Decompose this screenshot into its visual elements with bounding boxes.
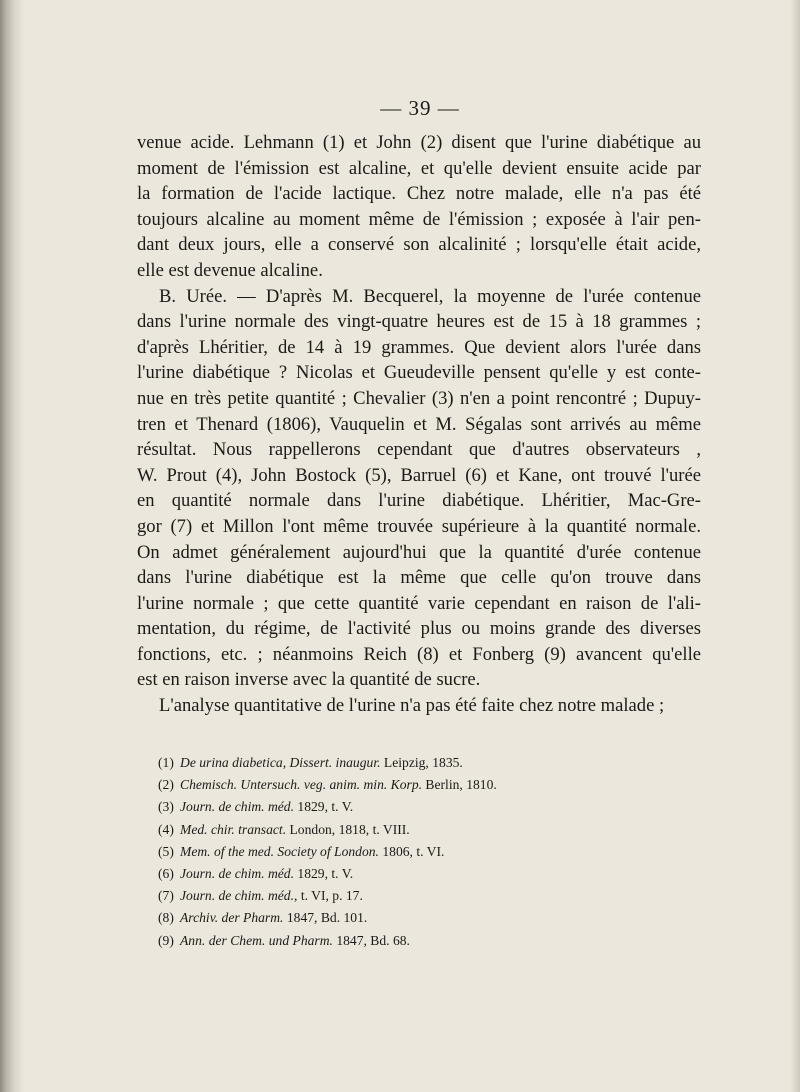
footnote-details: , t. VI, p. 17. xyxy=(294,888,363,904)
text-line: B. Urée. — D'après M. Becquerel, la moyenne de l'urée contenue xyxy=(159,285,701,307)
text-line: fonctions, etc. ; néanmoins Reich (8) et Fonberg (9) avancent qu'elle xyxy=(137,643,701,665)
footnote-source: Journ. de chim. méd. xyxy=(180,866,295,882)
footnote-number: (8) xyxy=(158,910,174,926)
footnote xyxy=(158,885,578,907)
footnote-number: (4) xyxy=(158,821,174,837)
footnote-number: (5) xyxy=(158,843,174,859)
text-line: dans l'urine diabétique est la même que celle qu'on trouve dans xyxy=(137,567,701,589)
text-line: l'urine normale ; que cette quantité varie cependant en raison de l'ali- xyxy=(137,592,701,614)
footnote-number: (6) xyxy=(158,866,174,882)
text-line: moment de l'émission est alcaline, et qu'elle devient ensuite acide par xyxy=(137,157,701,179)
footnote-number: (1) xyxy=(158,755,174,770)
footnote-details: Leipzig, 1835. xyxy=(380,755,463,770)
body-text xyxy=(137,130,701,719)
footnote xyxy=(158,841,578,863)
footnote-source: Med. chir. transact. xyxy=(180,821,287,837)
text-line: L'analyse quantitative de l'urine n'a pas été faite chez notre malade ; xyxy=(159,695,665,717)
paragraph xyxy=(137,693,701,719)
footnote-details: 1829, t. V. xyxy=(294,799,354,815)
page-number: — 39 — xyxy=(380,96,460,120)
footnote-source: Archiv. der Pharm. xyxy=(180,910,284,926)
footnote-details: 1829, t. V. xyxy=(294,866,354,882)
footnote xyxy=(158,819,578,841)
page-edge-shadow xyxy=(790,0,800,1092)
footnotes xyxy=(158,752,578,952)
footnote-source: Chemisch. Untersuch. veg. anim. min. Korp. xyxy=(180,777,423,793)
footnote-number: (2) xyxy=(158,777,174,793)
footnote xyxy=(158,774,578,796)
text-line: l'urine diabétique ? Nicolas et Gueudeville pensent qu'elle y est conte- xyxy=(137,362,701,384)
page-binding-shadow xyxy=(0,0,24,1092)
footnote xyxy=(158,930,578,952)
text-line: dans l'urine normale des vingt-quatre heures est de 15 à 18 grammes ; xyxy=(137,311,701,333)
footnote-source: Mem. of the med. Society of London. xyxy=(180,843,379,859)
footnote-details: London, 1818, t. VIII. xyxy=(286,821,410,837)
text-line: est en raison inverse avec la quantité de sucre. xyxy=(137,669,481,691)
text-line: venue acide. Lehmann (1) et John (2) disent que l'urine diabétique au xyxy=(137,132,701,153)
text-line: résultat. Nous rappellerons cependant que d'autres observateurs , xyxy=(137,439,701,461)
footnote-source: Ann. der Chem. und Pharm. xyxy=(180,932,333,948)
footnote-number: (9) xyxy=(158,932,174,948)
footnote-source: Journ. de chim. méd. xyxy=(180,888,295,904)
paragraph xyxy=(137,284,701,694)
paragraph xyxy=(137,130,701,284)
text-line: dant deux jours, elle a conservé son alcalinité ; lorsqu'elle était acide, xyxy=(137,234,701,256)
footnote xyxy=(158,863,578,885)
text-line: nue en très petite quantité ; Chevalier (3) n'en a point rencontré ; Dupuy- xyxy=(137,387,701,409)
text-line: elle est devenue alcaline. xyxy=(137,259,323,281)
text-line: la formation de l'acide lactique. Chez notre malade, elle n'a pas été xyxy=(137,183,701,205)
text-line: gor (7) et Millon l'ont même trouvée supérieure à la quantité normale. xyxy=(137,515,701,537)
footnote-details: 1806, t. VI. xyxy=(378,843,445,859)
footnote xyxy=(158,796,578,818)
footnote-number: (3) xyxy=(158,799,174,815)
footnote-details: 1847, Bd. 101. xyxy=(283,910,368,926)
text-line: toujours alcaline au moment même de l'émission ; exposée à l'air pen- xyxy=(137,208,701,230)
text-line: On admet généralement aujourd'hui que la quantité d'urée contenue xyxy=(137,541,701,563)
footnote-number: (7) xyxy=(158,888,174,904)
text-line: W. Prout (4), John Bostock (5), Barruel (6) et Kane, ont trouvé l'urée xyxy=(137,464,701,486)
text-line: mentation, du régime, de l'activité plus ou moins grande des diverses xyxy=(137,618,701,640)
footnote-details: 1847, Bd. 68. xyxy=(332,932,410,948)
text-line: en quantité normale dans l'urine diabétique. Lhéritier, Mac-Gre- xyxy=(137,490,701,512)
footnote-source: De urina diabetica, Dissert. inaugur. xyxy=(180,755,381,770)
footnote xyxy=(158,752,578,774)
footnote xyxy=(158,907,578,929)
footnote-source: Journ. de chim. méd. xyxy=(180,799,295,815)
text-line: tren et Thenard (1806), Vauquelin et M. Ségalas sont arrivés au même xyxy=(137,413,701,435)
footnote-details: Berlin, 1810. xyxy=(422,777,497,793)
text-line: d'après Lhéritier, de 14 à 19 grammes. Que devient alors l'urée dans xyxy=(137,336,701,358)
